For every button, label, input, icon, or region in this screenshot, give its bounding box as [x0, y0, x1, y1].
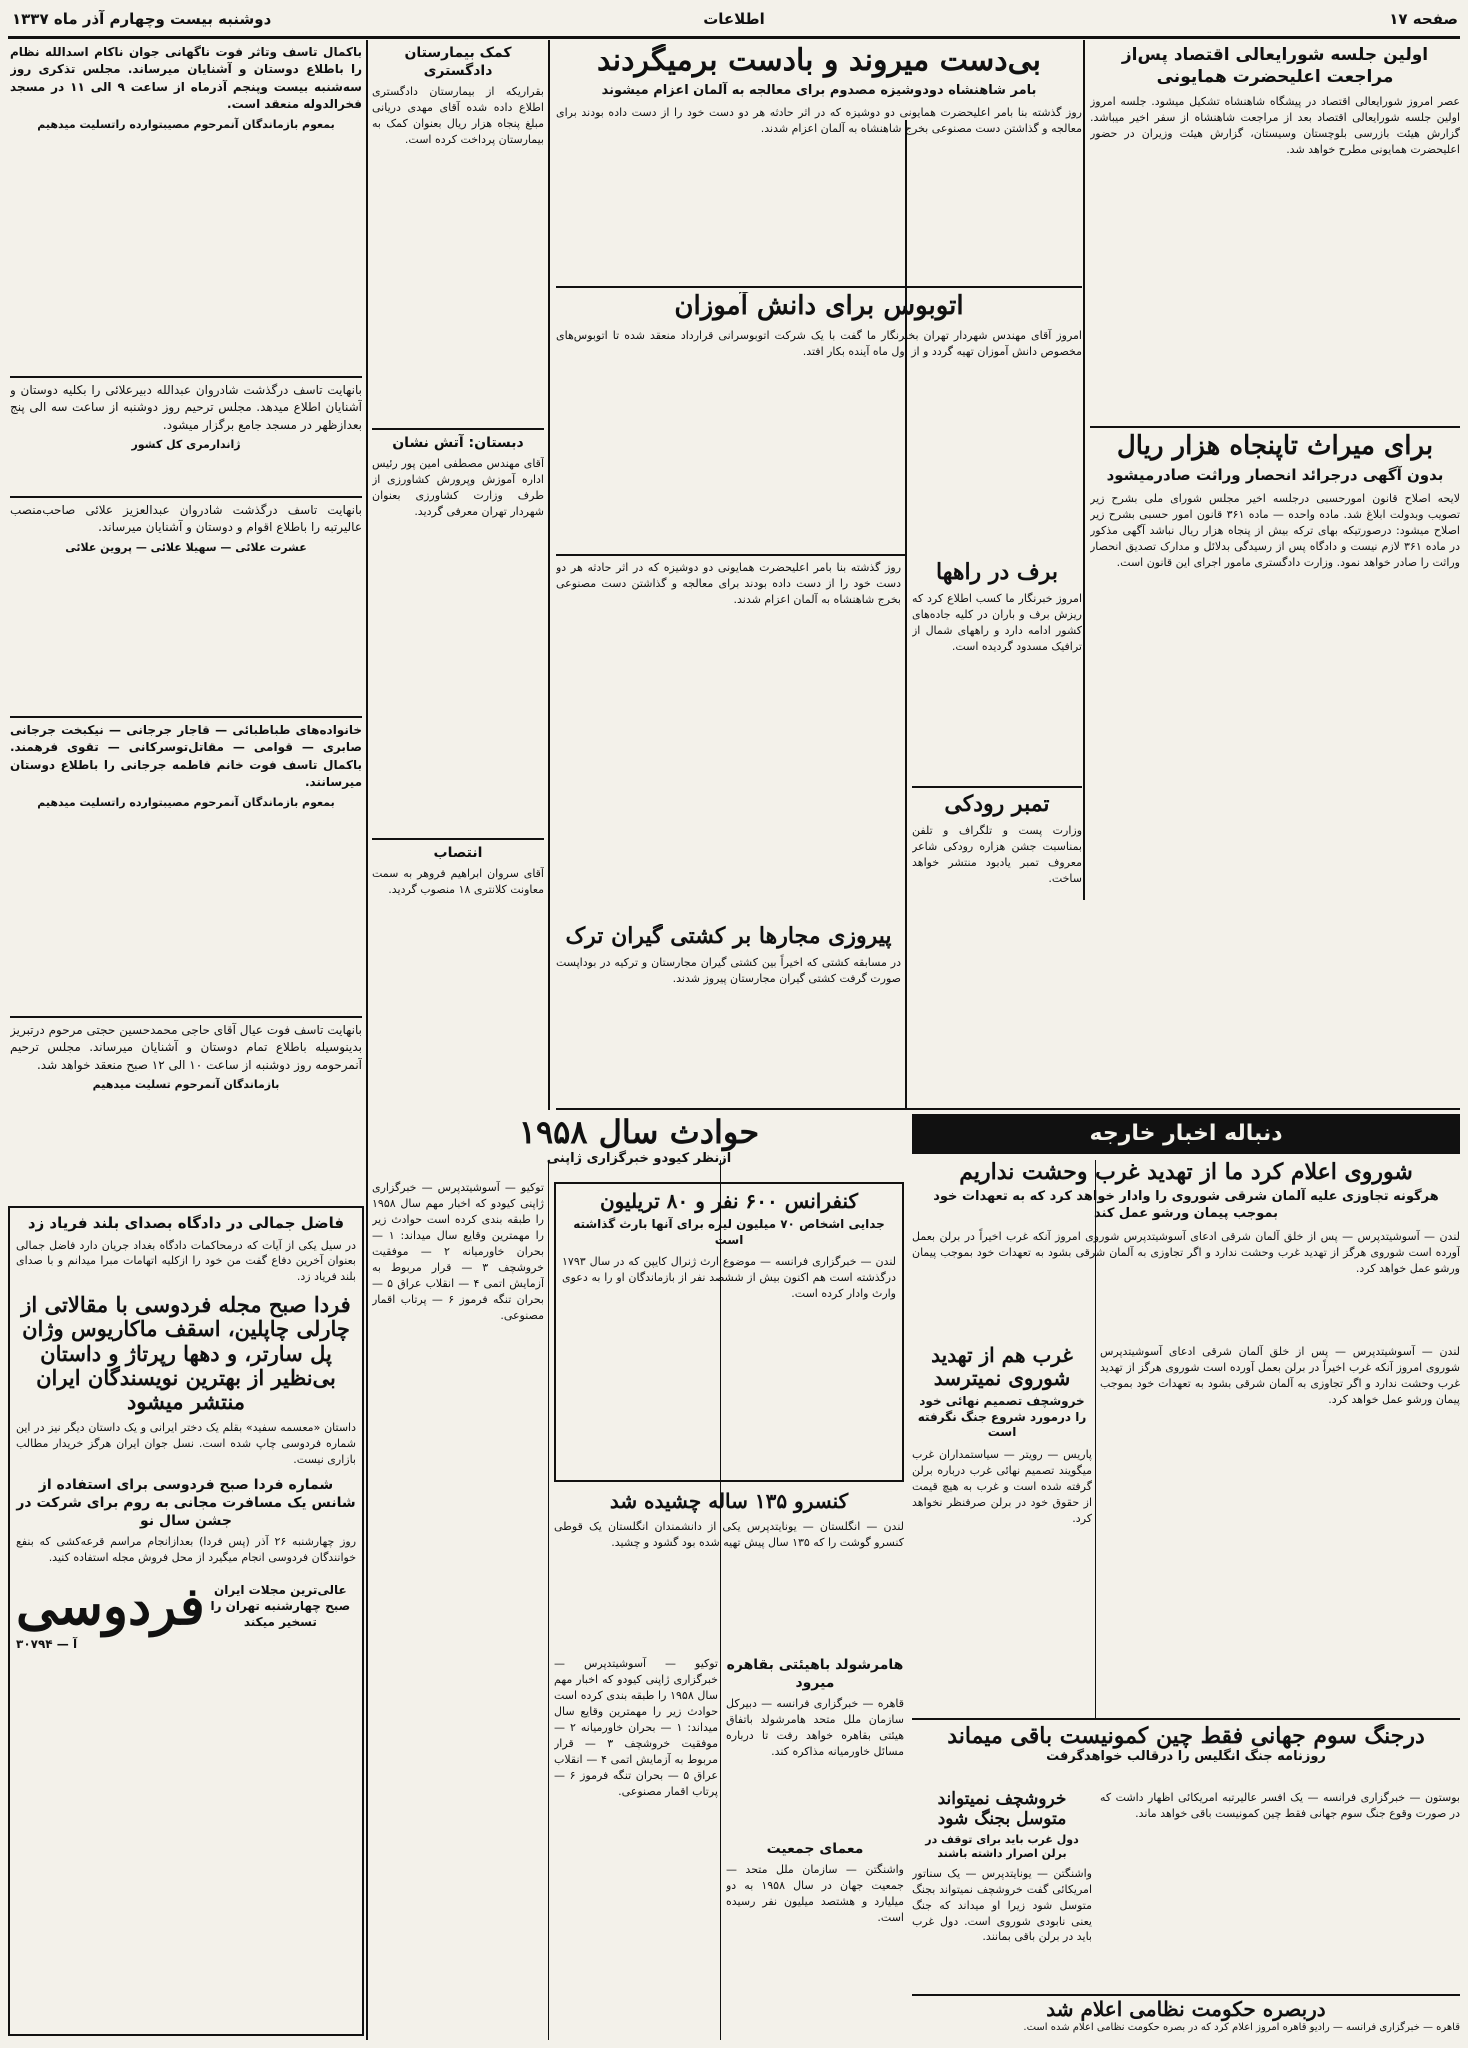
subheadline: خروشچف تصمیم نهائی خود را درمورد شروع جنگ نگرفته است	[917, 1394, 1087, 1440]
body-text: امروز آقای مهندس شهردار تهران بخبرنگار ما گفت با یک شرکت اتوبوسرانی قرارداد منعقد شده تا اتوبوس‌های مخصوص دانش آموزان تهیه گردد و از اول ماه آینده بکار افتد.	[556, 328, 1082, 358]
body-text: در سیل یکی از آیات که درمحاکمات دادگاه بغداد جریان دارد فاضل جمالی بعنوان آخرین دفاع گفت من خود را ازکلیه اتهامات مبرا میدانم و با صدای بلند فریاد زد.	[16, 1238, 356, 1284]
war-article-body	[1100, 1790, 1460, 1990]
events-list-continued	[554, 1656, 718, 2040]
body-text: آقای سروان ابراهیم فروهر به سمت معاونت کلانتری ۱۸ منصوب گردید.	[372, 867, 544, 897]
header-rule	[8, 36, 1460, 39]
body-text: قاهره — خبرگزاری فرانسه — رادیو قاهره امروز اعلام کرد که در بصره حکومت نظامی اعلام شده است.	[1023, 2022, 1460, 2033]
headline: فردا صبح مجله فردوسی با مقالاتی از چارلی چاپلین، اسقف ماکاریوس وژان پل سارتر، و دهها رپرتاژ و داستان بی‌نظیر از بهترین نویسندگان ایران منتشر میشود	[21, 1292, 351, 1414]
ferdowsi-magazine-ad	[8, 1206, 364, 2036]
body-text: خانواده‌های طباطبائی — قاجار جرجانی — نیکبخت جرجانی صابری — قوامی — مقاتل‌توسرکانی — تقوی فرهمند. باکمال تاسف فوت خانم فاطمه جرجانی را باطلاع دوستان میرسانند.	[10, 723, 362, 790]
section-rule	[10, 716, 362, 718]
body-text: لندن — خبرگزاری فرانسه — موضوع ارث ژنرال کایپن که در سال ۱۷۹۳ درگذشته است هم اکنون بیش از ششصد نفر از بازماندگان او را به دعوی وارث وادار کرده است.	[562, 1255, 896, 1301]
soviet-article-continued	[1100, 1344, 1460, 1714]
issue-date: دوشنبه بیست وچهارم آذر ماه ۱۳۳۷	[12, 10, 272, 28]
signature: بمعوم بازماندگان آنمرحوم مصیبتوارده راتسلیت میدهیم	[37, 117, 335, 131]
body-text: باکمال تاسف وتاثر فوت ناگهانی جوان ناکام اسدالله نظام را باطلاع دوستان و آشنایان میرساند. مجلس تذکری روز سه‌شنبه بیست وپنجم آذرماه از ساعت ۹ الی ۱۱ در مسجد فخرالدوله منعقد است.	[10, 45, 362, 112]
body-text: بانهایت تاسف درگذشت شادروان عبدالله دبیرعلائی را بکلیه دوستان و آشنایان اطلاع میدهد. مجلس ترحیم روز دوشنبه از ساعت سه الی پنج بعدازظهر در مسجد جامع برگزار میشود.	[10, 383, 362, 432]
soviet-article	[912, 1160, 1460, 1340]
obituary-notice	[10, 1022, 362, 1200]
population-article	[726, 1840, 904, 2040]
body-text: آقای مهندس مصطفی امین پور رئیس اداره آموزش وپرورش کشاورزی از طرف وزارت کشاورزی بعنوان شهردار تهران معرفی گردید.	[372, 457, 544, 518]
inheritance-article	[1090, 432, 1460, 902]
section-rule	[372, 838, 544, 840]
headline: برای میراث تاپنجاه هزار ریال	[1116, 432, 1434, 461]
subheadline: دول غرب باید برای توقف در برلن اصرار داشته باشند	[925, 1833, 1079, 1861]
section-rule	[10, 496, 362, 498]
headline: درجنگ سوم جهانی فقط چین کمونیست باقی میماند	[947, 1724, 1425, 1749]
body-text: در مسابقه کشتی که اخیراً بین کشتی گیران مجارستان و ترکیه در بوداپست صورت گرفت کشتی گیران مجارستان پیروز شدند.	[556, 956, 901, 986]
signature: عشرت علائی — سهیلا علائی — پروین علائی	[65, 540, 307, 554]
hands-article	[556, 44, 1082, 284]
headline: انتصاب	[433, 845, 483, 861]
section-rule	[10, 376, 362, 378]
headline: معمای جمعیت	[766, 1841, 864, 1857]
body-text: روز گذشته بنا بامر اعلیحضرت همایونی دو دوشیزه که در اثر حادثه هر دو دست خود را از دست داده بودند برای معالجه و گذاشتن دست مصنوعی بخرج شاهنشاه به آلمان اعزام شدند.	[556, 561, 901, 606]
signature: بمعوم بازماندگان آنمرحوم مصیبتوارده راتسلیت میدهیم	[37, 795, 335, 809]
column-rule	[548, 1160, 549, 2040]
body-text: پاریس — رویتر — سیاستمداران غرب میگویند تصمیم نهائی غرب درباره برلن گرفته شده است و غرب به هیچ قیمت از حقوق خود در برلن صرفنظر نخواهد کرد.	[912, 1447, 1092, 1525]
column-rule	[1083, 40, 1085, 900]
body-text: لندن — آسوشیتدپرس — پس از خلق آلمان شرقی ادعای آسوشیتدپرس شوروی امروز آنکه غرب اخیراً در برلن بعمل آورده است شوروی هرگز از تهدید غرب وحشت ندارد و اگر تجاوزی به آلمان شرقی بشود به تعهدات خود بموجب پیمان ورشو عمل خواهد کرد.	[1100, 1345, 1460, 1406]
foreign-news-banner: دنباله اخبار خارجه	[912, 1114, 1460, 1154]
section-rule	[912, 786, 1082, 788]
bus-article	[556, 292, 1082, 552]
events-list	[372, 1180, 544, 2040]
body-text: عصر امروز شورایعالی اقتصاد در پیشگاه شاهنشاه تشکیل میشود. جلسه امروز اولین جلسه شورایعالی اقتصاد بعد از مراجعت شاهنشاه از سفر اخیر میباشد. گزارش هیئت بازرسی بلوچستان وسیستان، گزارش هیئت وزیران در حضور اعلیحضرت همایونی مطرح خواهد شد.	[1090, 95, 1460, 156]
headline: تمبر رودکی	[944, 792, 1050, 817]
headline: بی‌دست میروند و بادست برمیگردند	[597, 44, 1041, 78]
events-1958-header	[372, 1114, 906, 1174]
wrestling-article	[556, 924, 901, 1104]
body-text: بوستون — خبرگزاری فرانسه — یک افسر عالیرتبه امریکائی اظهار داشت که در صورت وقوع جنگ سوم جهانی فقط چین کمونیست باقی خواهد ماند.	[1100, 1791, 1460, 1820]
signature: ژاندارمری کل کشور	[131, 438, 241, 452]
body-text: واشنگتن — سازمان ملل متحد — جمعیت جهان در سال ۱۹۵۸ به دو میلیارد و هشتصد میلیون نفر رسیده است.	[726, 1863, 904, 1924]
subheadline: بدون آگهی درجرائد انحصار وراثت صادرمیشود	[1106, 465, 1444, 484]
body-text: توکیو — آسوشیتدپرس — خبرگزاری ژاپنی کیودو که اخبار مهم سال ۱۹۵۸ را طبقه بندی کرده است حوادث زیر را مهمترین وقایع سال میداند: ۱ — بحران خاورمیانه ۲ — موفقیت خروشچف ۳ — قرار مربوط به آزمایش اتمی ۴ — انقلاب عراق ۵ — بحران تنگه فرموز ۶ — پرتاب اقمار مصنوعی.	[372, 1181, 544, 1322]
paper-name: اطلاعات	[703, 10, 765, 28]
school-notice	[372, 434, 544, 834]
body-text: داستان «معسمه سفید» بقلم یک دختر ایرانی و یک داستان دیگر نیز در این شماره فردوسی چاپ شده است. نسل جوان ایران هرگز خریدار مطالب بازاری نیست.	[16, 1421, 356, 1466]
headline: کنسرو ۱۳۵ ساله چشیده شد	[609, 1490, 849, 1513]
cairo-article	[726, 1656, 904, 1836]
section-rule	[1090, 426, 1460, 428]
headline: دربصره حکومت نظامی اعلام شد	[1046, 1998, 1326, 2021]
ad-footer	[16, 1576, 356, 1637]
tagline: عالی‌ترین مجلات ایران صبح چهارشنبه تهران را تسخیر میکند	[210, 1583, 351, 1629]
body-text: روز چهارشنبه ۲۶ آذر (پس فردا) بعدازانجام مراسم قرعه‌کشی که بنفع خوانندگان فردوسی انجام میگیرد از محل فروش مجله استفاده کنید.	[16, 1535, 357, 1565]
body-text: قاهره — خبرگزاری فرانسه — دبیرکل سازمان ملل متحد هامرشولد باتفاق هیئتی بقاهره خواهد رفت تا درباره مسائل خاورمیانه مذاکره کند.	[726, 1697, 904, 1759]
headline: غرب هم از تهدید شوروی نمیترسد	[931, 1344, 1073, 1390]
obituary-notice	[10, 722, 362, 1012]
subheadline: ازنظر کیودو خبرگزاری ژاپنی	[546, 1150, 732, 1166]
obituary-notice	[10, 44, 362, 374]
stamp-article	[912, 792, 1082, 952]
body-text: لندن — آسوشیتدپرس — پس از خلق آلمان شرقی ادعای آسوشیتدپرس شوروی امروز آنکه غرب اخیراً در برلن بعمل آورده است شوروی هرگز از تهدید غرب وحشت ندارد و اگر تجاوزی به آلمان شرقی بشود به تعهدات خود بموجب پیمان ورشو عمل خواهد کرد.	[912, 1230, 1460, 1275]
section-rule	[912, 1994, 1460, 1996]
headline: حوادث سال ۱۹۵۸	[518, 1114, 760, 1151]
headline: کنفرانس ۶۰۰ نفر و ۸۰ تریلیون	[599, 1189, 859, 1213]
appointment-notice	[372, 844, 544, 1104]
economic-council-article	[1090, 44, 1460, 424]
headline: کمک بیمارستان دادگستری	[404, 45, 512, 80]
headline: شماره فردا صبح فردوسی برای استفاده از شانس یک مسافرت مجانی به روم برای شرکت در جشن سال نو	[16, 1476, 356, 1530]
section-rule	[556, 554, 905, 556]
signature: بازماندگان آنمرحوم تسلیت میدهیم	[92, 1078, 280, 1092]
column-rule	[366, 40, 368, 2040]
headline: خروشچف نمیتواند متوسل بجنگ شود	[937, 1790, 1067, 1829]
hospital-aid-notice	[372, 44, 544, 424]
body-text: وزارت پست و تلگراف و تلفن بمناسبت جشن هزاره رودکی شاعر معروف تمبر یادبود منتشر خواهد ساخت.	[912, 824, 1082, 886]
canned-food-article	[554, 1490, 904, 1650]
subheadline: جدایی اشخاص ۷۰ میلیون لیره برای آنها بارث گذاشته است	[573, 1217, 885, 1247]
body-text: بقراریکه از بیمارستان دادگستری اطلاع داده شده آقای مهدی دریانی مبلغ پنجاه هزار ریال بعنوان کمک به بیمارستان پرداخت کرده است.	[372, 85, 544, 147]
headline: هامرشولد باهیئتی بقاهره میرود	[726, 1657, 904, 1692]
headline: اتوبوس برای دانش آموزان	[674, 292, 964, 321]
body-text: لندن — انگلستان — یونایتدپرس یکی از دانشمندان انگلستان یک قوطی کنسرو گوشت را که ۱۳۵ سال پیش تهیه شده بود گشود و چشید.	[554, 1520, 904, 1549]
body-text: لایحه اصلاح قانون امورحسبی درجلسه اخیر مجلس شورای ملی بشرح زیر تصویب وبدولت ابلاغ شد. ماده واحده — ماده ۳۶۱ قانون امور حسبی بشرح زیر اصلاح میشود: درصورتیکه بهای ترکه بیش از پنجاه هزار ریال نباشد آگهی مذکور در ماده ۳۶۱ لازم نیست و دادگاه پس از رسیدگی بدلائل و مدارک تصدیق انحصار وراثت را صادر خواهد نمود. وزارت دادگستری مامور اجرای این قانون است.	[1090, 492, 1460, 570]
column-rule	[548, 40, 550, 1110]
headline: پیروزی مجارها بر کشتی گیران ترک	[565, 924, 892, 949]
page-number: صفحه ۱۷	[1389, 10, 1458, 28]
khrushchev-article	[912, 1790, 1092, 1990]
middle-news	[556, 560, 901, 920]
section-rule	[912, 1718, 1460, 1720]
body-text: روز گذشته بنا بامر اعلیحضرت همایونی دو دوشیزه که در اثر حادثه هر دو دست خود را از دست داده بودند برای معالجه و گذاشتن دست مصنوعی بخرج شاهنشاه به آلمان اعزام شدند.	[556, 106, 1082, 136]
ferdowsi-logo: فردوسی	[16, 1576, 205, 1638]
body-text: بانهایت تاسف فوت عیال آقای حاجی محمدحسین حجتی مرحوم درتبریز بدینوسیله باطلاع تمام دوستان و آشنایان میرساند. مجلس ترحیم آنمرحومه روز دوشنبه از ساعت ۱۰ الی ۱۲ صبح منعقد خواهد شد.	[10, 1023, 362, 1072]
subheadline: هرگونه تجاوزی علیه آلمان شرقی شوروی را وادار خواهد کرد که به تعهدات خود بموجب پیمان ورشو عمل کند	[933, 1189, 1439, 1222]
obituary-notice	[10, 382, 362, 492]
obituary-notice	[10, 502, 362, 712]
subheadline: روزنامه جنگ انگلیس را درقالب خواهدگرفت	[1046, 1749, 1326, 1765]
headline: اولین جلسه شورایعالی اقتصاد پس‌از مراجعت اعلیحضرت همایونی	[1121, 45, 1429, 88]
body-text: توکیو — آسوشیتدپرس — خبرگزاری ژاپنی کیودو که اخبار مهم سال ۱۹۵۸ را طبقه بندی کرده است حوادث زیر را مهمترین وقایع سال میداند: ۱ — بحران خاورمیانه ۲ — موفقیت خروشچف ۳ — قرار مربوط به آزمایش اتمی ۴ — انقلاب عراق ۵ — بحران تنگه فرموز ۶ — پرتاب اقمار مصنوعی.	[554, 1657, 718, 1798]
headline: برف در راهها	[936, 560, 1058, 585]
conference-box	[554, 1182, 904, 1482]
body-text: بانهایت تاسف درگذشت شادروان عبدالعزیز علائی صاحب‌منصب عالیرتبه را باطلاع اقوام و دوستان و آشنایان میرساند.	[10, 503, 362, 535]
section-rule	[556, 1108, 1460, 1110]
body-text: واشنگتن — یونایتدپرس — یک سناتور امریکائی گفت خروشچف نمیتواند بجنگ متوسل شود زیرا او میداند که جنگ یعنی نابودی شوروی است. دول غرب باید در برلن باقی بمانند.	[912, 1866, 1092, 1944]
snow-article	[912, 560, 1082, 780]
headline: فاضل جمالی در دادگاه بصدای بلند فریاد زد	[27, 1214, 345, 1232]
section-rule	[556, 286, 1082, 288]
west-article	[912, 1344, 1092, 1714]
war-article	[912, 1724, 1460, 1784]
ad-code: آ — ۳۰۷۹۴	[16, 1637, 78, 1652]
section-rule	[372, 428, 544, 430]
basra-article	[912, 1998, 1460, 2044]
headline: شوروی اعلام کرد ما از تهدید غرب وحشت نداریم	[959, 1160, 1413, 1185]
subheadline: بامر شاهنشاه دودوشیزه مصدوم برای معالجه به آلمان اعزام میشوند	[601, 82, 1037, 98]
headline: دبستان: آتش نشان	[392, 435, 524, 451]
body-text: امروز خبرنگار ما کسب اطلاع کرد که ریزش برف و باران در کلیه جاده‌های کشور ادامه دارد و راههای شمال از ترافیک مسدود گردیده است.	[912, 592, 1082, 654]
section-rule	[10, 1016, 362, 1018]
